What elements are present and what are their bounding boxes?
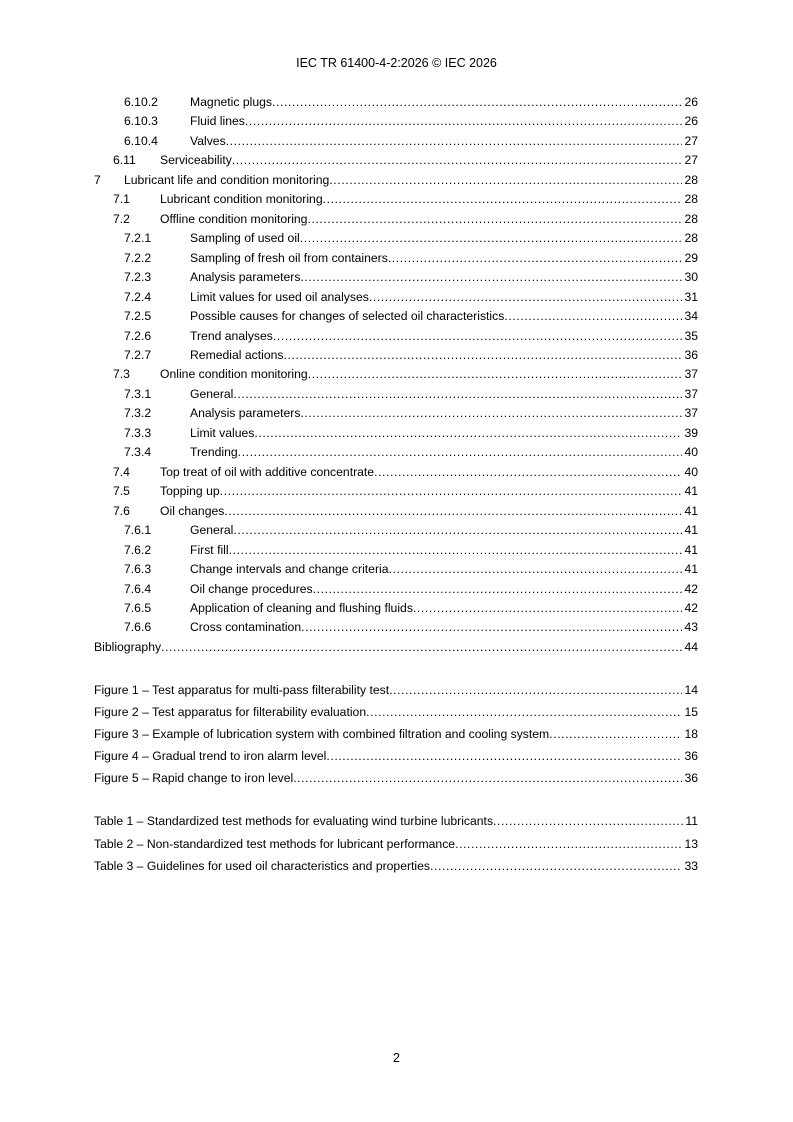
entry-title: Magnetic plugs bbox=[190, 95, 272, 109]
dot-leader bbox=[504, 308, 682, 324]
toc-entry[interactable] bbox=[0, 230, 698, 246]
toc-entry[interactable] bbox=[0, 425, 698, 441]
toc-entry[interactable] bbox=[0, 619, 698, 635]
entry-page: 30 bbox=[684, 270, 698, 285]
entry-number: 7.3.4 bbox=[124, 445, 152, 460]
toc-entry[interactable] bbox=[0, 813, 698, 829]
entry-number: 7.2.4 bbox=[124, 289, 152, 304]
dot-leader bbox=[300, 230, 683, 246]
entry-page: 15 bbox=[684, 705, 698, 719]
dot-leader bbox=[430, 858, 682, 874]
entry-page: 41 bbox=[684, 503, 698, 518]
entry-title: Oil change procedures bbox=[190, 581, 313, 596]
entry-page: 41 bbox=[684, 523, 698, 538]
toc-entry[interactable] bbox=[0, 704, 698, 720]
entry-title: Possible causes for changes of selected oil characteristics bbox=[190, 309, 505, 324]
toc-entry[interactable] bbox=[0, 250, 698, 266]
dot-leader bbox=[369, 289, 683, 305]
entry-title: Table 3 – Guidelines for used oil characteristics and properties bbox=[94, 859, 431, 873]
dot-leader bbox=[220, 483, 683, 499]
toc-entry[interactable] bbox=[0, 444, 698, 460]
entry-page: 41 bbox=[684, 484, 698, 499]
toc-entry[interactable] bbox=[0, 211, 698, 227]
entry-title: Serviceability bbox=[160, 153, 232, 168]
dot-leader bbox=[374, 464, 682, 480]
entry-number: 7.6.3 bbox=[124, 562, 152, 577]
entry-title: Valves bbox=[190, 133, 226, 148]
entry-number: 7.6 bbox=[113, 503, 130, 518]
entry-page: 41 bbox=[684, 542, 698, 557]
toc-entry[interactable] bbox=[0, 770, 698, 786]
dot-leader bbox=[413, 600, 683, 616]
toc-entry[interactable] bbox=[0, 600, 698, 616]
entry-title: Change intervals and change criteria bbox=[190, 562, 389, 577]
page-number: 2 bbox=[393, 1051, 400, 1065]
toc-entry[interactable] bbox=[0, 503, 698, 519]
entry-page: 31 bbox=[684, 289, 698, 304]
dot-leader bbox=[307, 211, 682, 227]
entry-title: Sampling of fresh oil from containers bbox=[190, 250, 388, 265]
entry-title: Cross contamination bbox=[190, 620, 302, 635]
entry-title: Figure 5 – Rapid change to iron level bbox=[94, 771, 294, 785]
entry-number: 7.2.1 bbox=[124, 231, 152, 246]
toc-entry[interactable] bbox=[0, 522, 698, 538]
dot-leader bbox=[301, 619, 682, 635]
entry-title: Figure 2 – Test apparatus for filterability evaluation bbox=[94, 705, 367, 719]
entry-number: 7.3.2 bbox=[124, 406, 152, 421]
dot-leader bbox=[233, 386, 682, 402]
entry-page: 11 bbox=[685, 814, 698, 828]
toc-entry[interactable] bbox=[0, 726, 698, 742]
entry-title: Online condition monitoring bbox=[160, 367, 308, 382]
entry-number: 7.3.3 bbox=[124, 425, 152, 440]
dot-leader bbox=[245, 113, 683, 129]
entry-page: 43 bbox=[684, 620, 698, 635]
entry-page: 13 bbox=[684, 836, 698, 851]
dot-leader bbox=[161, 639, 682, 655]
entry-page: 37 bbox=[684, 367, 698, 382]
dot-leader bbox=[224, 503, 682, 519]
entry-title: Lubricant life and condition monitoring bbox=[124, 172, 330, 187]
entry-title: Table 2 – Non-standardized test methods for lubricant performance bbox=[94, 836, 456, 851]
entry-title: Application of cleaning and flushing fluids bbox=[190, 600, 413, 615]
entry-title: Trend analyses bbox=[190, 328, 273, 343]
toc-entry[interactable] bbox=[0, 328, 698, 344]
dot-leader bbox=[300, 405, 682, 421]
entry-title: Trending bbox=[190, 445, 238, 460]
entry-number: 7.6.6 bbox=[124, 620, 152, 635]
entry-number: 6.10.3 bbox=[124, 114, 158, 129]
dot-leader bbox=[229, 542, 683, 558]
entry-title: Remedial actions bbox=[190, 347, 284, 362]
toc-entry[interactable] bbox=[0, 561, 698, 577]
dot-leader bbox=[273, 328, 683, 344]
toc-entry[interactable] bbox=[0, 858, 698, 874]
entry-page: 33 bbox=[684, 859, 698, 873]
toc-entry[interactable] bbox=[0, 366, 698, 382]
running-header: IEC TR 61400-4-2:2026 © IEC 2026 bbox=[296, 56, 497, 70]
dot-leader bbox=[326, 748, 682, 764]
entry-title: Bibliography bbox=[94, 639, 162, 654]
entry-page: 28 bbox=[684, 231, 698, 246]
dot-leader bbox=[493, 813, 683, 829]
entry-number: 7.1 bbox=[113, 192, 130, 207]
entry-title: Figure 4 – Gradual trend to iron alarm level bbox=[94, 749, 327, 763]
dot-leader bbox=[455, 836, 682, 852]
toc-entry[interactable] bbox=[0, 405, 698, 421]
entry-page: 39 bbox=[684, 425, 698, 440]
entry-page: 26 bbox=[684, 114, 698, 129]
toc-entry[interactable] bbox=[0, 152, 698, 168]
dot-leader bbox=[226, 133, 683, 149]
entry-page: 36 bbox=[684, 347, 698, 362]
toc-entry[interactable] bbox=[0, 172, 698, 188]
dot-leader bbox=[300, 269, 682, 285]
entry-number: 7.2.5 bbox=[124, 309, 152, 324]
entry-title: Oil changes bbox=[160, 503, 225, 518]
dot-leader bbox=[388, 250, 683, 266]
toc-entry[interactable] bbox=[0, 308, 698, 324]
entry-page: 40 bbox=[684, 464, 698, 479]
toc-entry[interactable] bbox=[0, 542, 698, 558]
entry-title: Table 1 – Standardized test methods for evaluating wind turbine lubricants bbox=[94, 814, 494, 828]
entry-page: 29 bbox=[684, 250, 698, 265]
entry-number: 7.3 bbox=[113, 367, 130, 382]
dot-leader bbox=[549, 726, 682, 742]
entry-number: 6.10.2 bbox=[124, 95, 158, 109]
entry-title: Figure 3 – Example of lubrication system with combined filtration and cooling system bbox=[94, 727, 550, 741]
toc-entry[interactable] bbox=[0, 483, 698, 499]
entry-title: Sampling of used oil bbox=[190, 231, 300, 246]
entry-page: 36 bbox=[684, 749, 698, 763]
entry-title: Offline condition monitoring bbox=[160, 211, 308, 226]
entry-title: First fill bbox=[190, 542, 229, 557]
entry-page: 44 bbox=[684, 639, 698, 654]
entry-title: Topping up bbox=[160, 484, 220, 499]
toc-entry[interactable] bbox=[0, 639, 698, 655]
entry-number: 7.4 bbox=[113, 464, 130, 479]
entry-number: 7.2.2 bbox=[124, 250, 152, 265]
dot-leader bbox=[272, 94, 682, 110]
entry-page: 28 bbox=[684, 211, 698, 226]
entry-number: 7.6.5 bbox=[124, 600, 152, 615]
dot-leader bbox=[233, 522, 682, 538]
toc-entry[interactable] bbox=[0, 748, 698, 764]
entry-number: 6.10.4 bbox=[124, 133, 158, 148]
entry-page: 28 bbox=[684, 172, 698, 187]
dot-leader bbox=[293, 770, 682, 786]
entry-page: 27 bbox=[684, 133, 698, 148]
entry-title: General bbox=[190, 386, 234, 401]
toc-entry[interactable] bbox=[0, 133, 698, 149]
entry-number: 7.6.1 bbox=[124, 523, 152, 538]
entry-page: 27 bbox=[684, 153, 698, 168]
entry-page: 36 bbox=[684, 771, 698, 785]
toc-entry[interactable] bbox=[0, 682, 698, 698]
entry-page: 26 bbox=[684, 95, 698, 109]
dot-leader bbox=[232, 152, 683, 168]
entry-title: Limit values for used oil analyses bbox=[190, 289, 369, 304]
entry-title: Figure 1 – Test apparatus for multi-pass filterability test bbox=[94, 683, 390, 697]
toc-entry[interactable] bbox=[0, 836, 698, 852]
entry-title: Fluid lines bbox=[190, 114, 245, 129]
dot-leader bbox=[254, 425, 682, 441]
dot-leader bbox=[366, 704, 682, 720]
dot-leader bbox=[313, 581, 683, 597]
entry-page: 41 bbox=[684, 562, 698, 577]
entry-page: 42 bbox=[684, 581, 698, 596]
toc-entry[interactable] bbox=[0, 581, 698, 597]
entry-page: 37 bbox=[684, 386, 698, 401]
entry-number: 7.2 bbox=[113, 211, 130, 226]
toc-entry[interactable] bbox=[0, 347, 698, 363]
entry-number: 7 bbox=[94, 172, 101, 187]
toc-entry[interactable] bbox=[0, 386, 698, 402]
toc-entry[interactable] bbox=[0, 269, 698, 285]
entry-number: 7.2.6 bbox=[124, 328, 152, 343]
entry-number: 7.3.1 bbox=[124, 386, 152, 401]
entry-title: Analysis parameters bbox=[190, 270, 301, 285]
entry-page: 40 bbox=[684, 445, 698, 460]
dot-leader bbox=[238, 444, 683, 460]
entry-number: 6.11 bbox=[113, 153, 136, 168]
toc-entry[interactable] bbox=[0, 191, 698, 207]
entry-number: 7.2.7 bbox=[124, 347, 152, 362]
entry-number: 7.6.4 bbox=[124, 581, 152, 596]
dot-leader bbox=[389, 561, 683, 577]
entry-number: 7.5 bbox=[113, 484, 130, 499]
toc-entry[interactable] bbox=[0, 289, 698, 305]
entry-page: 35 bbox=[684, 328, 698, 343]
entry-page: 37 bbox=[684, 406, 698, 421]
entry-number: 7.2.3 bbox=[124, 270, 152, 285]
entry-title: General bbox=[190, 523, 234, 538]
entry-page: 28 bbox=[684, 192, 698, 207]
dot-leader bbox=[308, 366, 683, 382]
dot-leader bbox=[323, 191, 683, 207]
entry-title: Lubricant condition monitoring bbox=[160, 192, 323, 207]
toc-entry[interactable] bbox=[0, 113, 698, 129]
entry-number: 7.6.2 bbox=[124, 542, 152, 557]
entry-page: 42 bbox=[684, 600, 698, 615]
entry-title: Analysis parameters bbox=[190, 406, 301, 421]
dot-leader bbox=[283, 347, 682, 363]
entry-page: 18 bbox=[684, 727, 698, 741]
toc-entry[interactable] bbox=[0, 464, 698, 480]
entry-title: Limit values bbox=[190, 425, 255, 440]
entry-page: 14 bbox=[684, 683, 698, 697]
toc-entry[interactable] bbox=[0, 94, 698, 110]
entry-title: Top treat of oil with additive concentrate bbox=[160, 464, 375, 479]
entry-page: 34 bbox=[684, 309, 698, 324]
dot-leader bbox=[389, 682, 682, 698]
dot-leader bbox=[329, 172, 682, 188]
